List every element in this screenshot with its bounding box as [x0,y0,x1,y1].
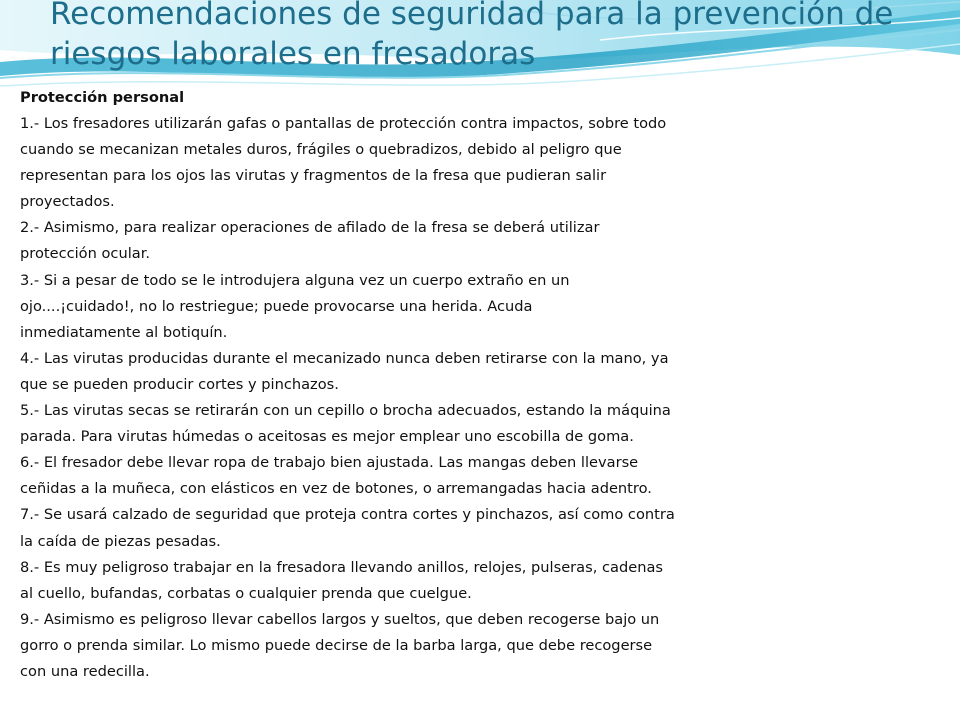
body-line: 4.- Las virutas producidas durante el mecanizado nunca deben retirarse con la mano, ya [20,349,669,367]
body-line: 5.- Las virutas secas se retirarán con un cepillo o brocha adecuados, estando la máquina [20,402,671,420]
body-line: la caída de piezas pesadas. [20,532,221,550]
body-line: inmediatamente al botiquín. [20,323,228,341]
body-line: ojo....¡cuidado!, no lo restriegue; puede provocarse una herida. Acuda [20,297,533,315]
slide-content [20,85,720,685]
body-line: que se pueden producir cortes y pinchazos. [20,375,339,393]
body-line: 9.- Asimismo es peligroso llevar cabellos largos y sueltos, que deben recogerse bajo un [20,610,660,628]
body-line: 3.- Si a pesar de todo se le introdujera alguna vez un cuerpo extraño en un [20,271,570,289]
body-line: al cuello, bufandas, corbatas o cualquier prenda que cuelgue. [20,584,472,602]
body-line: con una redecilla. [20,662,150,680]
body-line: 6.- El fresador debe llevar ropa de trabajo bien ajustada. Las mangas deben llevarse [20,454,639,472]
title-line: riesgos laborales en fresadoras [50,36,536,72]
section-heading: Protección personal [20,89,185,106]
body-line: 8.- Es muy peligroso trabajar en la fresadora llevando anillos, relojes, pulseras, cadenas [20,558,664,576]
body-line: 7.- Se usará calzado de seguridad que proteja contra cortes y pinchazos, así como contra [20,506,675,524]
body-line: proyectados. [20,193,115,211]
body-line: 2.- Asimismo, para realizar operaciones de afilado de la fresa se deberá utilizar [20,219,600,237]
body-line: parada. Para virutas húmedas o aceitosas es mejor emplear uno escobilla de goma. [20,428,634,446]
body-line: ceñidas a la muñeca, con elásticos en vez de botones, o arremangadas hacia adentro. [20,480,652,498]
body-line: gorro o prenda similar. Lo mismo puede decirse de la barba larga, que debe recogerse [20,636,653,654]
slide-title [50,0,930,74]
body-line: cuando se mecanizan metales duros, frágiles o quebradizos, debido al peligro que [20,141,622,159]
body-line: representan para los ojos las virutas y fragmentos de la fresa que pudieran salir [20,167,607,185]
title-line: Recomendaciones de seguridad para la prevención de [50,0,894,32]
body-line: protección ocular. [20,245,150,263]
body-line: 1.- Los fresadores utilizarán gafas o pantallas de protección contra impactos, sobre todo [20,115,667,132]
